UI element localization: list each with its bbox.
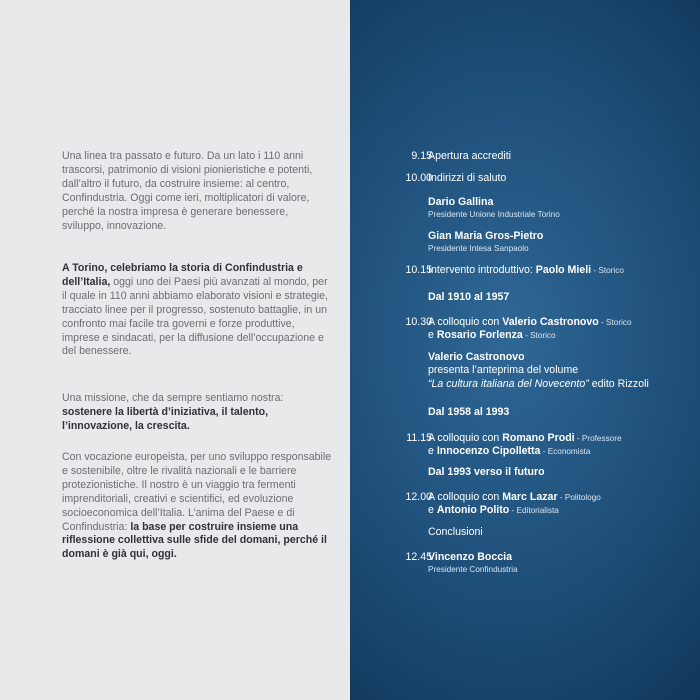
colloquio-forlenza	[428, 329, 698, 341]
intro-paragraph-1: Una linea tra passato e futuro. Da un lato i 110 anni trascorsi, patrimonio di visioni pionieristiche e potenti, dall’altro il futuro, da costruire insieme: al centro, Confindustria. Oggi come ieri, moltiplicatori di valore, perché la nostra impresa è generare benessere, sviluppo, innovazione.	[62, 150, 313, 232]
speaker-gros-pietro: Gian Maria Gros-Pietro	[428, 230, 544, 242]
intro-paragraph-3-text: Una missione, che da sempre sentiamo nostra:	[62, 392, 284, 404]
speaker-cipolletta: Innocenzo Cipolletta	[436, 445, 541, 457]
book-publisher: edito Rizzoli	[588, 378, 649, 390]
role-forlenza: - Storico	[522, 331, 556, 340]
intro-paragraph-4-highlight: la base per costruire insieme una riflessione collettiva sulle sfide del domani, perché il domani è già qui, oggi.	[62, 520, 327, 561]
intro-text	[62, 150, 332, 233]
section-1910-1957: Dal 1910 al 1957	[428, 291, 510, 303]
intro-paragraph-2	[62, 262, 332, 359]
role-cipolletta: - Economista	[540, 447, 591, 456]
role-prodi: - Professore	[574, 434, 622, 443]
speaker-castronovo-book: Valerio Castronovo	[428, 351, 525, 363]
intro-paragraph-3-highlight: sostenere la libertà d’iniziativa, il talento, l’innovazione, la crescita.	[62, 405, 269, 432]
speaker-dario-gallina: Dario Gallina	[428, 196, 494, 208]
colloquio-prodi	[428, 432, 698, 444]
speaker-prodi: Romano Prodi	[502, 432, 575, 444]
intervento-introduttivo	[428, 264, 698, 276]
time-12-45: 12.45	[405, 551, 432, 563]
speaker-castronovo: Valerio Castronovo	[502, 316, 599, 328]
time-10-30: 10.30	[405, 316, 432, 328]
intervento-label: Intervento introduttivo:	[428, 264, 536, 276]
intro-paragraph-4-text: Con vocazione europeista, per uno sviluppo responsabile e sostenibile, oltre le rivalità nazionali e le barriere protezionistiche. Il nostro è un viaggio tra fermenti imprenditoriali, creativi e scientifici, ed evoluzione socioeconomica dell’Italia. L’anima del Paese e di Confindustria:	[62, 451, 332, 533]
apertura-accrediti: Apertura accrediti	[428, 150, 512, 162]
and-label-3: e	[428, 504, 437, 516]
colloquio-polito	[428, 504, 698, 516]
role-paolo-mieli: - Storico	[591, 266, 624, 275]
role-boccia: Presidente Confindustria	[428, 565, 518, 574]
indirizzi-di-saluto: Indirizzi di saluto	[428, 172, 507, 184]
speaker-boccia: Vincenzo Boccia	[428, 551, 512, 563]
colloquio-label-2: A colloquio con	[428, 432, 503, 444]
and-label-2: e	[428, 445, 437, 457]
speaker-paolo-mieli: Paolo Mieli	[535, 264, 592, 276]
section-1993-futuro: Dal 1993 verso il futuro	[428, 466, 545, 478]
intro-paragraph-3	[62, 392, 332, 434]
colloquio-castronovo	[428, 316, 698, 328]
presenta-volume: presenta l’anteprima del volume	[428, 364, 579, 376]
speaker-forlenza: Rosario Forlenza	[436, 329, 523, 341]
colloquio-label-3: A colloquio con	[428, 491, 503, 503]
role-gros-pietro: Presidente Intesa Sanpaolo	[428, 244, 529, 253]
intro-paragraph-2-highlight: A Torino, celebriamo la storia di Confindustria e dell’Italia,	[62, 262, 303, 288]
time-11-15: 11.15	[406, 432, 432, 444]
conclusioni: Conclusioni	[428, 526, 483, 538]
colloquio-label: A colloquio con	[428, 316, 503, 328]
time-9-15: 9.15	[411, 150, 432, 162]
colloquio-lazar	[428, 491, 698, 503]
role-polito: - Editorialista	[509, 506, 559, 515]
time-10-00: 10.00	[405, 172, 432, 184]
and-label: e	[428, 329, 437, 341]
program	[350, 0, 700, 700]
time-12-00: 12.00	[405, 491, 432, 503]
section-1958-1993: Dal 1958 al 1993	[428, 406, 510, 418]
role-lazar: - Politologo	[557, 493, 601, 502]
role-castronovo: - Storico	[598, 318, 632, 327]
intro-paragraph-4	[62, 451, 332, 562]
role-dario-gallina: Presidente Unione Industriale Torino	[428, 210, 560, 219]
book-title-line	[428, 378, 698, 390]
speaker-lazar: Marc Lazar	[502, 491, 558, 503]
speaker-polito: Antonio Polito	[436, 504, 510, 516]
book-title: “La cultura italiana del Novecento”	[428, 378, 589, 390]
right-panel	[350, 0, 700, 700]
time-10-15: 10.15	[405, 264, 432, 276]
intro-paragraph-2-text: oggi uno dei Paesi più avanzati al mondo, per il quale in 110 anni abbiamo elaborato visioni e strategie, tracciato linee per il progresso, sostenuto battaglie, in un confronto mai facile tra governi e forze produttive, imprese e sindacati, per la diffusione dell’occupazione e del benessere.	[62, 275, 328, 358]
colloquio-cipolletta	[428, 445, 698, 457]
